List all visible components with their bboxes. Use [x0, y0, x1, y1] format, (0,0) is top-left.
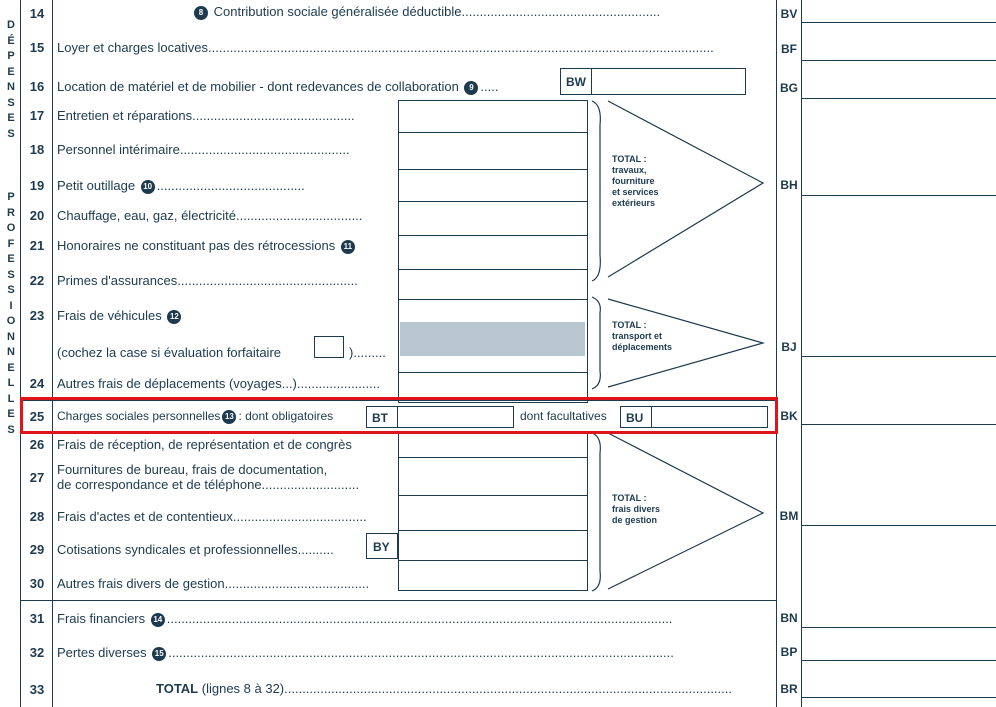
note-10-icon: 10 — [141, 180, 155, 194]
total-transport-label: TOTAL : transport et déplacements — [612, 320, 673, 352]
shaded-area — [400, 322, 585, 356]
amount-line-bf — [801, 60, 996, 61]
amount-line-bv — [801, 22, 996, 23]
row-label: Frais d'actes et de contentieux..................................... — [57, 509, 367, 524]
cell-20[interactable] — [398, 202, 588, 236]
note-13-icon: 13 — [222, 410, 236, 424]
row-label: Autres frais divers de gestion........................................ — [57, 576, 370, 591]
row-number: 19 — [29, 178, 45, 193]
row-number: 25 — [29, 409, 45, 424]
row-label: (cochez la case si évaluation forfaitaire — [57, 345, 282, 360]
code-column-right-line — [801, 0, 802, 707]
row-number: 31 — [29, 611, 45, 626]
amount-line-br — [801, 697, 996, 698]
row-label: Autres frais de déplacements (voyages...)....................... — [57, 376, 380, 391]
row-label: Location de matériel et de mobilier - dont redevances de collaboration 9 ..... — [57, 79, 499, 94]
bt-code: BT — [372, 411, 388, 425]
row-number: 18 — [29, 142, 45, 157]
row-number: 28 — [29, 509, 45, 524]
row-number: 30 — [29, 576, 45, 591]
row-number: 29 — [29, 542, 45, 557]
amount-line-bm — [801, 525, 996, 526]
cell-27[interactable] — [398, 458, 588, 496]
cell-19[interactable] — [398, 170, 588, 202]
amount-line-bh — [801, 195, 996, 196]
row-number: 32 — [29, 645, 45, 660]
code-bf: BF — [781, 42, 797, 56]
bw-code: BW — [566, 75, 586, 89]
amount-line-bn — [801, 627, 996, 628]
row-number: 26 — [29, 437, 45, 452]
total-frais-label: TOTAL : frais divers de gestion — [612, 493, 661, 525]
code-bp: BP — [780, 645, 798, 659]
row-number: 23 — [29, 308, 45, 323]
row-number: 15 — [29, 40, 45, 55]
code-bg: BG — [780, 81, 798, 95]
row-number: 17 — [29, 108, 45, 123]
code-bm: BM — [779, 509, 799, 523]
row-number: 21 — [29, 238, 45, 253]
row-number: 22 — [29, 273, 45, 288]
row-label: Frais de véhicules 12 — [57, 308, 183, 324]
row-label-trail: )......... — [349, 345, 386, 360]
row-number: 14 — [29, 6, 45, 21]
cell-18[interactable] — [398, 133, 588, 170]
amount-line-bp — [801, 660, 996, 661]
amount-line-bk — [801, 424, 996, 425]
code-br: BR — [780, 682, 798, 696]
cell-21[interactable] — [398, 236, 588, 270]
note-15-icon: 15 — [152, 647, 166, 661]
cell-30[interactable] — [398, 561, 588, 591]
amount-line-bg — [801, 98, 996, 99]
row-label: Frais financiers 14 ............................................................................................................................................ — [57, 611, 673, 626]
row-number: 33 — [29, 682, 45, 697]
row-label: Fournitures de bureau, frais de documentation, — [57, 462, 328, 477]
row-number: 16 — [29, 79, 45, 94]
cell-28[interactable] — [398, 496, 588, 531]
side-label-depenses: D É P E N S E S — [7, 19, 15, 140]
amount-line-bj — [801, 356, 996, 357]
row-label: Honoraires ne constituant pas des rétrocessions 11 — [57, 238, 357, 254]
row-number: 27 — [29, 470, 45, 485]
row-label: Pertes diverses 15 ............................................................................................................................................ — [57, 645, 674, 660]
row-label: Petit outillage 10 ......................................... — [57, 178, 305, 193]
row-number: 24 — [29, 376, 45, 391]
row-label: Loyer et charges locatives............................................................................................................................................ — [57, 40, 714, 55]
note-12-icon: 12 — [167, 310, 181, 324]
row-label: Entretien et réparations............................................. — [57, 108, 355, 123]
row-label: Personnel intérimaire............................................... — [57, 142, 350, 157]
cell-29[interactable] — [398, 531, 588, 561]
row-label: Primes d'assurances.................................................. — [57, 273, 358, 288]
by-code: BY — [373, 540, 390, 554]
row-label-line2: de correspondance et de téléphone........................... — [57, 477, 360, 492]
row-label: Charges sociales personnelles 13 : dont obligatoires — [57, 409, 334, 423]
highlight-box — [20, 397, 778, 434]
divider — [20, 600, 776, 601]
row-label: Frais de réception, de représentation et de congrès — [57, 437, 352, 452]
cell-17[interactable] — [398, 100, 588, 133]
row-label: 8 Contribution sociale généralisée déductible....................................................... — [192, 4, 660, 20]
code-bk: BK — [780, 409, 798, 423]
note-14-icon: 14 — [151, 613, 165, 627]
code-bh: BH — [780, 178, 798, 192]
row-label: TOTAL (lignes 8 à 32)............................................................................................................................ — [156, 681, 732, 696]
forfaitaire-checkbox[interactable] — [314, 336, 344, 358]
code-bv: BV — [780, 7, 798, 21]
row-label: Chauffage, eau, gaz, électricité................................... — [57, 208, 363, 223]
code-bn: BN — [780, 611, 798, 625]
cell-26[interactable] — [398, 432, 588, 458]
total-travaux-label: TOTAL : travaux, fourniture et services extérieurs — [612, 154, 659, 208]
cell-22[interactable] — [398, 270, 588, 300]
row-number: 20 — [29, 208, 45, 223]
row-label: Cotisations syndicales et professionnelles.......... — [57, 542, 334, 557]
facultatives-label: dont facultatives — [520, 409, 607, 423]
side-label-professionnelles: P R O F E S S I O N N E L L E S — [6, 191, 16, 436]
code-bj: BJ — [781, 340, 797, 354]
note-9-icon: 9 — [464, 81, 478, 95]
note-11-icon: 11 — [341, 240, 355, 254]
note-8-icon: 8 — [194, 6, 208, 20]
bu-code: BU — [626, 411, 644, 425]
